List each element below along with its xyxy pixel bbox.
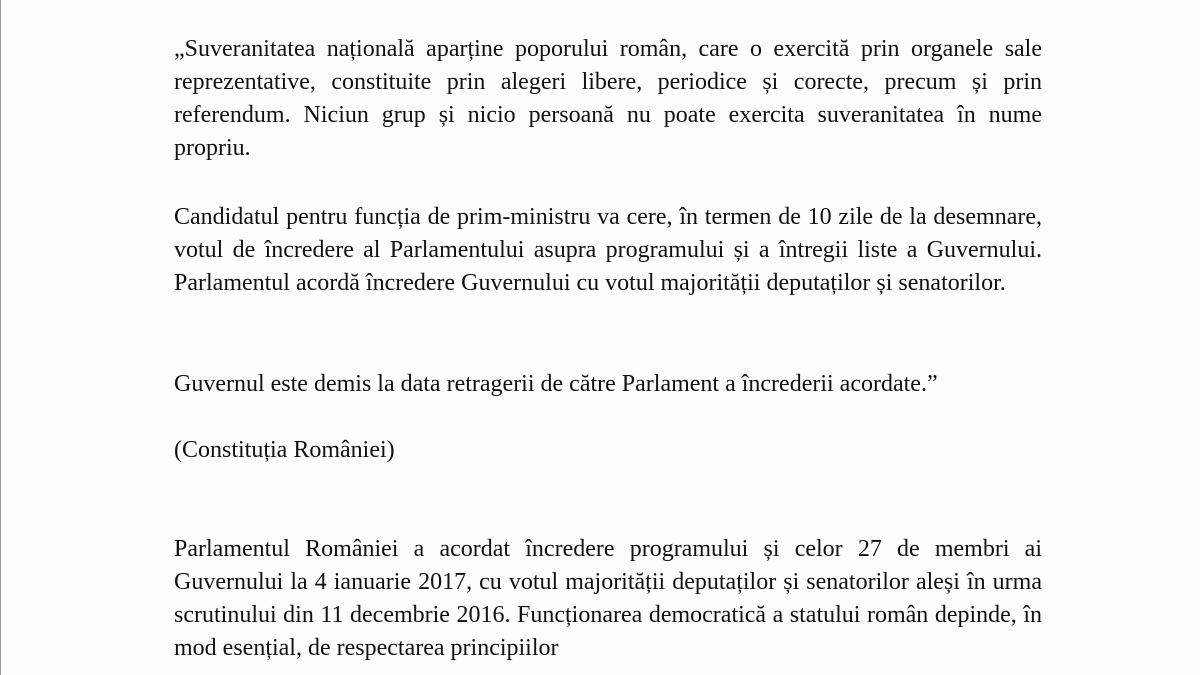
body-paragraph: Parlamentul României a acordat încredere programului și celor 27 de membri ai Guvernului la 4 ianuarie 2017, cu votul majorității deputaților și senatorilor aleși în urma scrutinului din 11 decembrie 2016. Funcționarea democratică a statului român depinde, în mod esențial, de respectarea principiilor xyxy=(174,536,1042,661)
constitution-quote-paragraph-3: Guvernul este demis la data retragerii de către Parlament a încrederii acordate.” xyxy=(174,371,938,397)
quote-source-citation: (Constituția României) xyxy=(174,437,395,463)
constitution-quote-paragraph-2: Candidatul pentru funcția de prim-ministru va cere, în termen de 10 zile de la desemnare, votul de încredere al Parlamentului asupra programului și a întregii liste a Guvernului. Parlamentul acordă încredere Guvernului cu votul majorității deputaților și senatorilor. xyxy=(174,204,1042,296)
constitution-quote-paragraph-1: „Suveranitatea națională aparține poporului român, care o exercită prin organele sale reprezentative, constituite prin alegeri libere, periodice și corecte, precum și prin referendum. Niciun grup și nicio persoană nu poate exercita suveranitatea în nume propriu. xyxy=(174,36,1042,161)
page-bottom-edge xyxy=(1,669,1200,675)
